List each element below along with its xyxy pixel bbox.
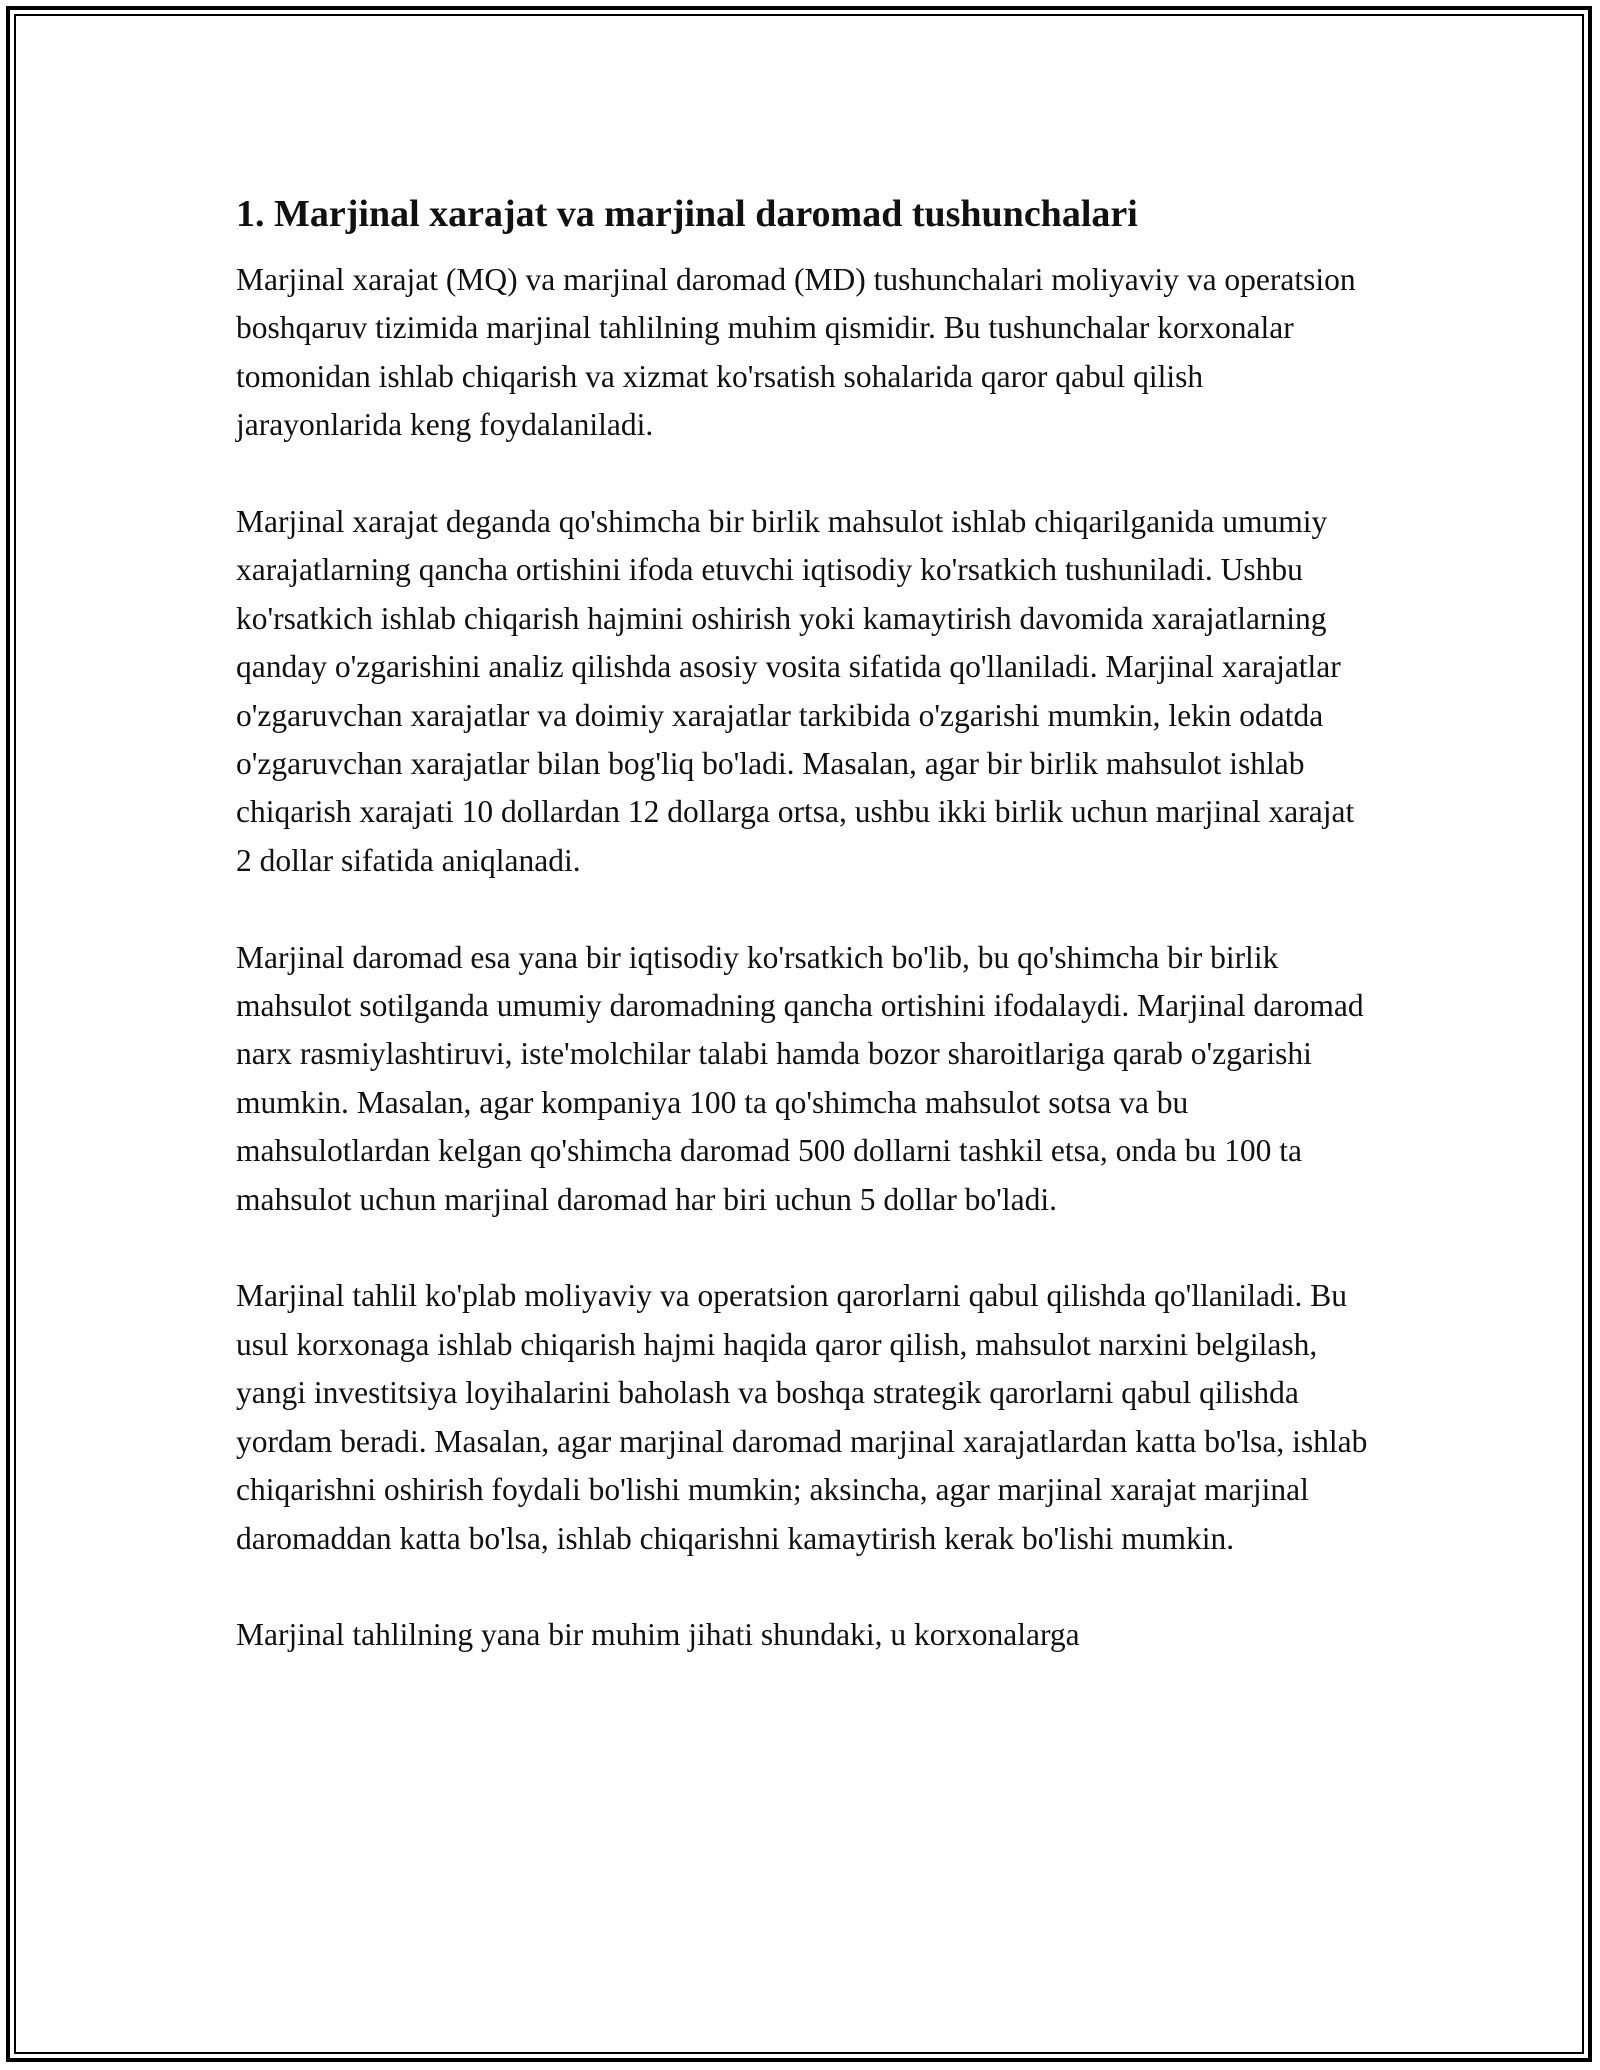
document-body xyxy=(236,186,1376,1708)
paragraph-4: Marjinal tahlil ko'plab moliyaviy va operatsion qarorlarni qabul qilishda qo'llaniladi. Bu usul korxonaga ishlab chiqarish hajmi haqida qaror qilish, mahsulot narxini belgilash, yangi investitsiya loyihalarini baholash va boshqa strategik qarorlarni qabul qilishda yordam beradi. Masalan, agar marjinal daromad marjinal xarajatlardan katta bo'lsa, ishlab chiqarishni oshirish foydali bo'lishi mumkin; aksincha, agar marjinal xarajat marjinal daromaddan katta bo'lsa, ishlab chiqarishni kamaytirish kerak bo'lishi mumkin. xyxy=(236,1278,1368,1556)
document-title: 1. Marjinal xarajat va marjinal daromad tushunchalari xyxy=(236,193,1138,235)
paragraph-1: Marjinal xarajat (MQ) va marjinal daromad (MD) tushunchalari moliyaviy va operatsion boshqaruv tizimida marjinal tahlilning muhim qismidir. Bu tushunchalar korxonalar tomonidan ishlab chiqarish va xizmat ko'rsatish sohalarida qaror qabul qilish jarayonlarida keng foydalaniladi. xyxy=(236,262,1356,443)
paragraph-2: Marjinal xarajat deganda qo'shimcha bir birlik mahsulot ishlab chiqarilganida umumiy xarajatlarning qancha ortishini ifoda etuvchi iqtisodiy ko'rsatkich tushuniladi. Ushbu ko'rsatkich ishlab chiqarish hajmini oshirish yoki kamaytirish davomida xarajatlarning qanday o'zgarishini analiz qilishda asosiy vosita sifatida qo'llaniladi. Marjinal xarajatlar o'zgaruvchan xarajatlar va doimiy xarajatlar tarkibida o'zgarishi mumkin, lekin odatda o'zgaruvchan xarajatlar bilan bog'liq bo'ladi. Masalan, agar bir birlik mahsulot ishlab chiqarish xarajati 10 dollardan 12 dollarga ortsa, ushbu ikki birlik uchun marjinal xarajat 2 dollar sifatida aniqlanadi. xyxy=(236,504,1355,878)
paragraph-5: Marjinal tahlilning yana bir muhim jihati shundaki, u korxonalarga xyxy=(236,1617,1080,1653)
paragraph-3: Marjinal daromad esa yana bir iqtisodiy ko'rsatkich bo'lib, bu qo'shimcha bir birlik mahsulot sotilganda umumiy daromadning qancha ortishini ifodalaydi. Marjinal daromad narx rasmiylashtiruvi, iste'molchilar talabi hamda bozor sharoitlariga qarab o'zgarishi mumkin. Masalan, agar kompaniya 100 ta qo'shimcha mahsulot sotsa va bu mahsulotlardan kelgan qo'shimcha daromad 500 dollarni tashkil etsa, onda bu 100 ta mahsulot uchun marjinal daromad har biri uchun 5 dollar bo'ladi. xyxy=(236,939,1364,1217)
